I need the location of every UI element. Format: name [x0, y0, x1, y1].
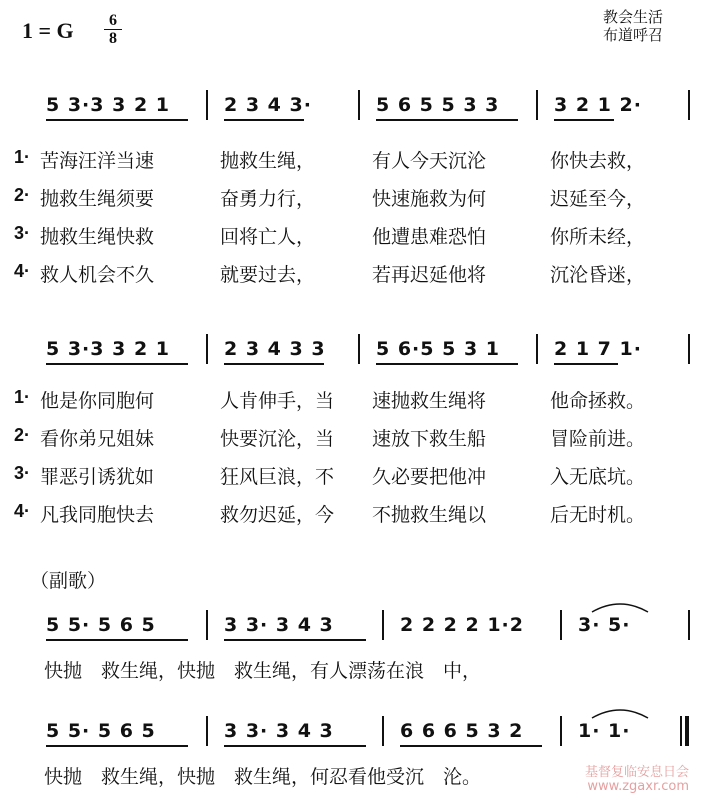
lyric-segment: 罪恶引诱犹如: [40, 466, 155, 488]
beam-line: [224, 363, 324, 365]
measure: 5 3·3 3 2 1: [46, 338, 170, 360]
bar-line: [358, 90, 360, 120]
bar-line: [536, 334, 538, 364]
bar-line: [688, 90, 690, 120]
lyric-segment: 有人今天沉沦: [372, 150, 487, 172]
watermark: [585, 766, 689, 794]
lyric-segment: 看你弟兄姐妹: [40, 428, 155, 450]
verse-line: [14, 184, 646, 210]
lyric-segment: 凡我同胞快去: [40, 504, 155, 526]
refrain-lyric-line1: 快抛 救生绳，快抛 救生绳，有人漂荡在浪 中，: [44, 660, 482, 682]
lyric-segment: 抛救生绳快救: [40, 226, 155, 248]
beam-line: [376, 119, 518, 121]
beam-line: [554, 119, 614, 121]
lyric-segment: 沉沦昏迷，: [550, 264, 646, 286]
bar-line: [206, 334, 208, 364]
beam-line: [554, 363, 618, 365]
lyric-segment: 快速施救为何: [372, 188, 487, 210]
verse-line: [14, 500, 646, 526]
lyric-segment: 入无底坑。: [550, 466, 646, 488]
verse-line: [14, 222, 646, 248]
beam-line: [46, 363, 188, 365]
lyric-segment: 你快去救，: [550, 150, 646, 172]
lyric-segment: 奋勇力行，: [220, 188, 316, 210]
lyric-segment: 他命拯救。: [550, 390, 646, 412]
lyric-segment: 狂风巨浪，不: [220, 466, 335, 488]
watermark-line1: 基督复临安息日会: [584, 765, 689, 780]
beam-line: [376, 363, 518, 365]
verse-number: 4·: [14, 261, 31, 281]
tie-arc: [588, 702, 652, 720]
verse-line: [14, 386, 646, 412]
bar-line: [560, 716, 562, 746]
lyric-segment: 抛救生绳，: [220, 150, 316, 172]
bar-line: [206, 610, 208, 640]
watermark-line2: www.zgaxr.com: [587, 779, 689, 794]
final-bar-thin: [680, 716, 682, 746]
beam-line: [224, 745, 366, 747]
lyric-segment: 若再迟延他将: [372, 264, 487, 286]
lyric-segment: 救人机会不久: [40, 264, 155, 286]
bar-line: [688, 610, 690, 640]
lyric-segment: 他是你同胞何: [40, 390, 155, 412]
refrain-title: （副歌）: [30, 570, 107, 592]
bar-line: [560, 610, 562, 640]
lyric-segment: 他遭患难恐怕: [372, 226, 487, 248]
beam-line: [46, 745, 188, 747]
measure: 2 3 4 3·: [224, 94, 312, 116]
bar-line: [206, 716, 208, 746]
beam-line: [224, 119, 304, 121]
verse-line: [14, 424, 646, 450]
lyric-segment: 久必要把他冲: [372, 466, 487, 488]
lyric-segment: 不抛救生绳以: [372, 504, 487, 526]
verse-number: 4·: [14, 501, 31, 521]
bar-line: [382, 610, 384, 640]
verse-number: 1·: [14, 387, 31, 407]
measure: 3· 5·: [578, 614, 631, 636]
verse-number: 2·: [14, 425, 31, 445]
bar-line: [688, 334, 690, 364]
catalog-line1: 教会生活: [602, 8, 663, 26]
time-signature-top: 6: [104, 12, 122, 30]
bar-line: [358, 334, 360, 364]
time-signature: [104, 12, 122, 47]
key-signature: 1 = G: [22, 18, 74, 43]
lyric-segment: 速抛救生绳将: [372, 390, 487, 412]
measure: 5 3·3 3 2 1: [46, 94, 170, 116]
time-signature-bottom: 8: [109, 30, 117, 47]
measure: 1· 1·: [578, 720, 631, 742]
measure: 5 6·5 5 3 1: [376, 338, 500, 360]
measure: 3 2 1 2·: [554, 94, 642, 116]
lyric-segment: 你所未经，: [550, 226, 646, 248]
verse-number: 2·: [14, 185, 31, 205]
lyric-segment: 人肯伸手，当: [220, 390, 335, 412]
lyric-segment: 回将亡人，: [220, 226, 316, 248]
lyric-segment: 冒险前进。: [550, 428, 646, 450]
measure: 5 5· 5 6 5: [46, 720, 156, 742]
lyric-segment: 苦海汪洋当速: [40, 150, 155, 172]
catalog-label: [603, 8, 663, 44]
catalog-line2: 布道呼召: [602, 26, 663, 44]
measure: 2 2 2 2 1·2: [400, 614, 524, 636]
measure: 5 6 5 5 3 3: [376, 94, 500, 116]
verse-line: [14, 146, 646, 172]
beam-line: [46, 119, 188, 121]
beam-line: [224, 639, 366, 641]
lyric-segment: 迟延至今，: [550, 188, 646, 210]
lyric-segment: 抛救生绳须要: [40, 188, 155, 210]
verse-line: [14, 260, 646, 286]
bar-line: [536, 90, 538, 120]
final-bar-thick: [685, 716, 689, 746]
measure: 3 3· 3 4 3: [224, 614, 334, 636]
verse-number: 3·: [14, 463, 31, 483]
bar-line: [382, 716, 384, 746]
measure: 5 5· 5 6 5: [46, 614, 156, 636]
measure: 2 3 4 3 3: [224, 338, 326, 360]
beam-line: [46, 639, 188, 641]
bar-line: [206, 90, 208, 120]
lyric-segment: 速放下救生船: [372, 428, 487, 450]
lyric-segment: 救勿迟延，今: [220, 504, 335, 526]
lyric-segment: 就要过去，: [220, 264, 316, 286]
lyric-segment: 后无时机。: [550, 504, 646, 526]
measure: 3 3· 3 4 3: [224, 720, 334, 742]
tie-arc: [588, 596, 652, 614]
verse-line: [14, 462, 646, 488]
measure: 2 1 7 1·: [554, 338, 642, 360]
verse-number: 1·: [14, 147, 31, 167]
lyric-segment: 快要沉沦，当: [220, 428, 335, 450]
beam-line: [400, 745, 542, 747]
refrain-lyric-line2: 快抛 救生绳，快抛 救生绳，何忍看他受沉 沦。: [44, 766, 482, 788]
verse-number: 3·: [14, 223, 31, 243]
measure: 6 6 6 5 3 2: [400, 720, 524, 742]
